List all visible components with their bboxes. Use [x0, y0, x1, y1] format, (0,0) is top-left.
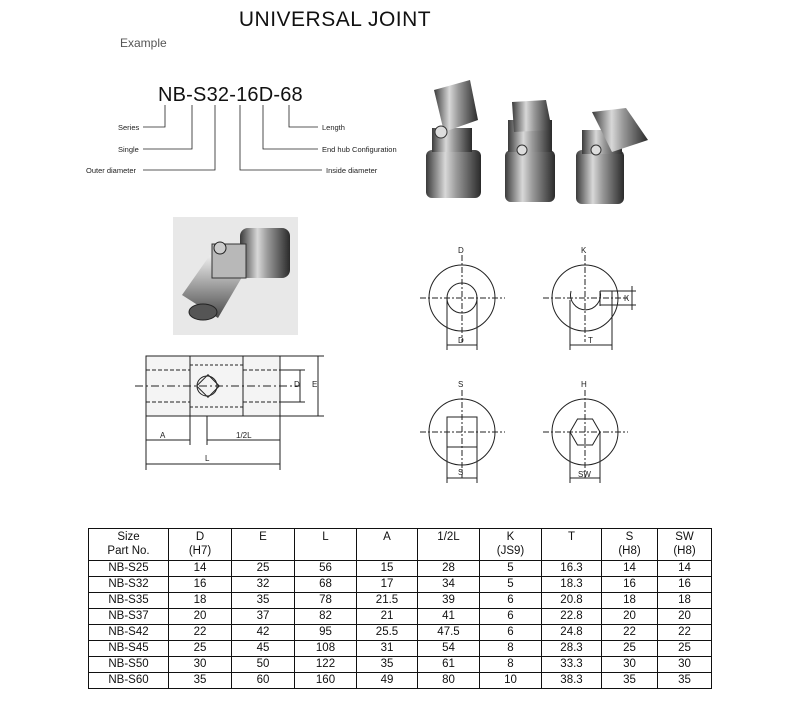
part-number-cell: NB-S35 — [89, 593, 169, 609]
label-side-half-l: 1/2L — [236, 431, 252, 440]
label-side-l: L — [205, 454, 210, 463]
table-cell: 18.3 — [542, 577, 602, 593]
header-cell: D (H7) — [169, 529, 232, 561]
table-cell: 95 — [295, 625, 357, 641]
label-k-side: K — [624, 294, 630, 303]
table-cell: 22.8 — [542, 609, 602, 625]
table-cell: 61 — [418, 657, 480, 673]
code-leader-lines — [143, 105, 322, 170]
table-cell: 5 — [480, 561, 542, 577]
header-cell: T — [542, 529, 602, 561]
part-number-cell: NB-S42 — [89, 625, 169, 641]
table-cell: 25 — [602, 641, 658, 657]
label-side-a: A — [160, 431, 166, 440]
table-row — [89, 673, 712, 689]
table-cell: 16 — [602, 577, 658, 593]
table-cell: 31 — [357, 641, 418, 657]
table-cell: 16.3 — [542, 561, 602, 577]
table-cell: 17 — [357, 577, 418, 593]
table-cell: 6 — [480, 593, 542, 609]
header-cell: L — [295, 529, 357, 561]
table-row — [89, 657, 712, 673]
table-cell: 20.8 — [542, 593, 602, 609]
part-number-cell: NB-S45 — [89, 641, 169, 657]
label-d-top: D — [458, 246, 464, 255]
label-sw-bottom: SW — [578, 470, 591, 479]
legend-inside-diameter: Inside diameter — [326, 166, 378, 175]
header-cell: SW (H8) — [658, 529, 712, 561]
header-cell: K (JS9) — [480, 529, 542, 561]
part-number-cell: NB-S50 — [89, 657, 169, 673]
table-cell: 41 — [418, 609, 480, 625]
table-cell: 22 — [602, 625, 658, 641]
table-cell: 32 — [232, 577, 295, 593]
table-cell: 18 — [169, 593, 232, 609]
table-cell: 6 — [480, 609, 542, 625]
table-row — [89, 625, 712, 641]
table-cell: 8 — [480, 641, 542, 657]
table-cell: 68 — [295, 577, 357, 593]
label-s-top: S — [458, 380, 464, 389]
part-number-cell: NB-S25 — [89, 561, 169, 577]
table-cell: 35 — [232, 593, 295, 609]
table-cell: 45 — [232, 641, 295, 657]
label-h-top: H — [581, 380, 587, 389]
table-cell: 14 — [658, 561, 712, 577]
side-view-drawing — [135, 356, 324, 470]
table-cell: 38.3 — [542, 673, 602, 689]
table-cell: 21 — [357, 609, 418, 625]
spec-table — [88, 528, 712, 689]
label-s-bottom: S — [458, 468, 464, 477]
example-label: Example — [120, 36, 167, 50]
table-cell: 18 — [602, 593, 658, 609]
table-cell: 20 — [602, 609, 658, 625]
table-cell: 16 — [658, 577, 712, 593]
table-cell: 22 — [658, 625, 712, 641]
table-cell: 16 — [169, 577, 232, 593]
table-cell: 80 — [418, 673, 480, 689]
table-cell: 35 — [169, 673, 232, 689]
joint-photo-3 — [576, 108, 648, 204]
table-cell: 21.5 — [357, 593, 418, 609]
table-cell: 24.8 — [542, 625, 602, 641]
table-cell: 5 — [480, 577, 542, 593]
table-cell: 15 — [357, 561, 418, 577]
table-cell: 50 — [232, 657, 295, 673]
table-cell: 30 — [658, 657, 712, 673]
header-cell: S (H8) — [602, 529, 658, 561]
table-cell: 14 — [169, 561, 232, 577]
table-cell: 37 — [232, 609, 295, 625]
table-cell: 54 — [418, 641, 480, 657]
table-cell: 25.5 — [357, 625, 418, 641]
table-cell: 22 — [169, 625, 232, 641]
table-cell: 35 — [602, 673, 658, 689]
table-cell: 20 — [658, 609, 712, 625]
table-cell: 42 — [232, 625, 295, 641]
part-code-example: NB-S32-16D-68 — [158, 84, 303, 106]
table-cell: 35 — [658, 673, 712, 689]
table-cell: 28.3 — [542, 641, 602, 657]
legend-length: Length — [322, 123, 345, 132]
table-row — [89, 609, 712, 625]
table-cell: 82 — [295, 609, 357, 625]
table-cell: 10 — [480, 673, 542, 689]
table-row — [89, 561, 712, 577]
table-cell: 108 — [295, 641, 357, 657]
table-cell: 14 — [602, 561, 658, 577]
table-cell: 47.5 — [418, 625, 480, 641]
legend-series: Series — [118, 123, 140, 132]
table-cell: 56 — [295, 561, 357, 577]
table-cell: 8 — [480, 657, 542, 673]
part-number-cell: NB-S60 — [89, 673, 169, 689]
table-cell: 25 — [658, 641, 712, 657]
legend-single: Single — [118, 145, 139, 154]
table-cell: 30 — [602, 657, 658, 673]
table-cell: 49 — [357, 673, 418, 689]
label-k-top: K — [581, 246, 587, 255]
header-cell: A — [357, 529, 418, 561]
table-cell: 122 — [295, 657, 357, 673]
joint-photo-large — [173, 217, 298, 335]
table-cell: 34 — [418, 577, 480, 593]
label-t-bottom: T — [588, 336, 593, 345]
table-row — [89, 577, 712, 593]
table-cell: 35 — [357, 657, 418, 673]
legend-outer-diameter: Outer diameter — [86, 166, 137, 175]
table-cell: 78 — [295, 593, 357, 609]
table-cell: 39 — [418, 593, 480, 609]
table-cell: 25 — [232, 561, 295, 577]
header-cell: Size Part No. — [89, 529, 169, 561]
header-cell: E — [232, 529, 295, 561]
table-cell: 33.3 — [542, 657, 602, 673]
table-header-row — [89, 529, 712, 561]
table-cell: 30 — [169, 657, 232, 673]
table-row — [89, 593, 712, 609]
table-cell: 28 — [418, 561, 480, 577]
page-title: UNIVERSAL JOINT — [238, 8, 432, 31]
label-side-d: D — [294, 380, 300, 389]
table-cell: 18 — [658, 593, 712, 609]
table-cell: 160 — [295, 673, 357, 689]
header-cell: 1/2L — [418, 529, 480, 561]
legend-end-hub: End hub Configuration — [322, 145, 397, 154]
part-number-cell: NB-S32 — [89, 577, 169, 593]
part-number-cell: NB-S37 — [89, 609, 169, 625]
joint-photo-1 — [426, 80, 481, 198]
table-cell: 60 — [232, 673, 295, 689]
joint-photo-2 — [505, 100, 555, 202]
table-cell: 20 — [169, 609, 232, 625]
table-cell: 6 — [480, 625, 542, 641]
table-cell: 25 — [169, 641, 232, 657]
label-d-bottom: D — [458, 336, 464, 345]
label-side-e: E — [312, 380, 318, 389]
table-row — [89, 641, 712, 657]
